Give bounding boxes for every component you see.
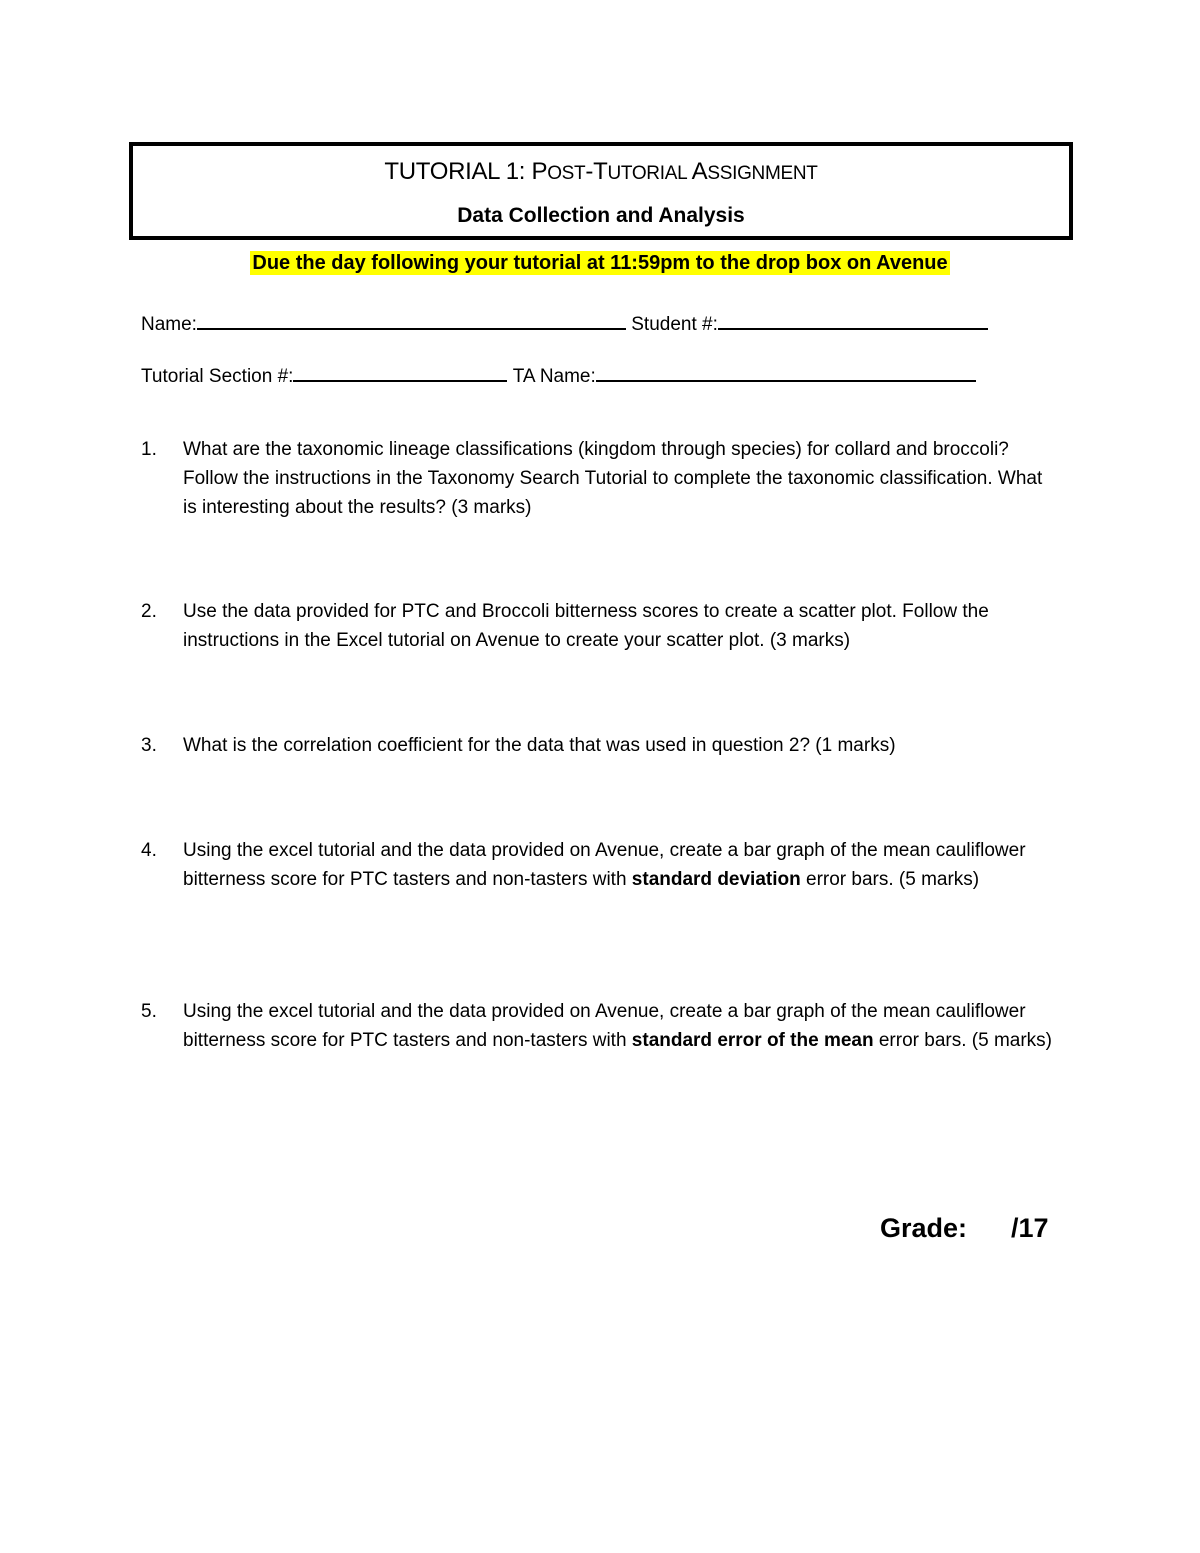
question-number: 3. — [141, 735, 157, 756]
due-note — [0, 252, 1200, 275]
title-part-3: -T — [585, 158, 608, 185]
question-4 — [141, 836, 1061, 894]
due-note-highlight: Due the day following your tutorial at 11:59pm to the drop box on Avenue — [252, 252, 948, 274]
section-ta-row — [141, 364, 976, 388]
grade-denominator: /17 — [1011, 1213, 1049, 1243]
name-line[interactable] — [197, 312, 626, 330]
question-3 — [141, 731, 1061, 760]
question-text-part: Using the excel tutorial and the data provided on Avenue, create a bar graph of the mean cauliflower bitterness score for PTC tasters and non-tasters with — [183, 840, 1026, 890]
student-number-line[interactable] — [718, 312, 988, 330]
student-number-label: Student #: — [631, 314, 718, 335]
title-part-2: OST — [547, 163, 586, 184]
question-text-part: Using the excel tutorial and the data provided on Avenue, create a bar graph of the mean cauliflower bitterness score for PTC tasters and non-tasters with — [183, 1001, 1026, 1051]
name-label: Name: — [141, 314, 197, 335]
title-part-1: TUTORIAL 1: P — [384, 158, 548, 185]
title-part-4: UTORIAL — [607, 163, 692, 184]
page-title — [133, 158, 1069, 186]
question-text: What is the correlation coefficient for the data that was used in question 2? (1 marks) — [183, 735, 896, 756]
question-text — [183, 997, 1061, 1055]
page-subtitle: Data Collection and Analysis — [457, 204, 745, 227]
title-part-6: SSIGNMENT — [707, 163, 818, 184]
question-2 — [141, 597, 1061, 655]
question-text: What are the taxonomic lineage classifications (kingdom through species) for collard and broccoli? Follow the instructions in the Taxonomy Search Tutorial to complete the taxonomic classification. What is interesting about the results? (3 marks) — [183, 439, 1043, 518]
name-student-row — [141, 312, 988, 336]
question-1 — [141, 435, 1061, 522]
ta-name-label: TA Name: — [512, 366, 596, 387]
question-text: Use the data provided for PTC and Broccoli bitterness scores to create a scatter plot. Follow the instructions in the Excel tutorial on Avenue to create your scatter plot. (3 marks) — [183, 601, 989, 651]
grade-box — [880, 1213, 1049, 1244]
question-number: 5. — [141, 1001, 157, 1022]
question-number: 1. — [141, 439, 157, 460]
question-emphasis: standard deviation — [631, 869, 801, 890]
question-text-part: error bars. (5 marks) — [873, 1030, 1052, 1051]
question-5 — [141, 997, 1061, 1055]
question-number: 2. — [141, 601, 157, 622]
title-box — [129, 142, 1073, 240]
ta-name-line[interactable] — [596, 364, 976, 382]
question-emphasis: standard error of the mean — [631, 1030, 874, 1051]
grade-label: Grade: — [880, 1213, 968, 1243]
tutorial-section-line[interactable] — [293, 364, 507, 382]
question-number: 4. — [141, 840, 157, 861]
tutorial-section-label: Tutorial Section #: — [141, 366, 294, 387]
title-part-5: A — [691, 158, 708, 185]
question-text-part: error bars. (5 marks) — [800, 869, 980, 890]
question-text — [183, 836, 1061, 894]
